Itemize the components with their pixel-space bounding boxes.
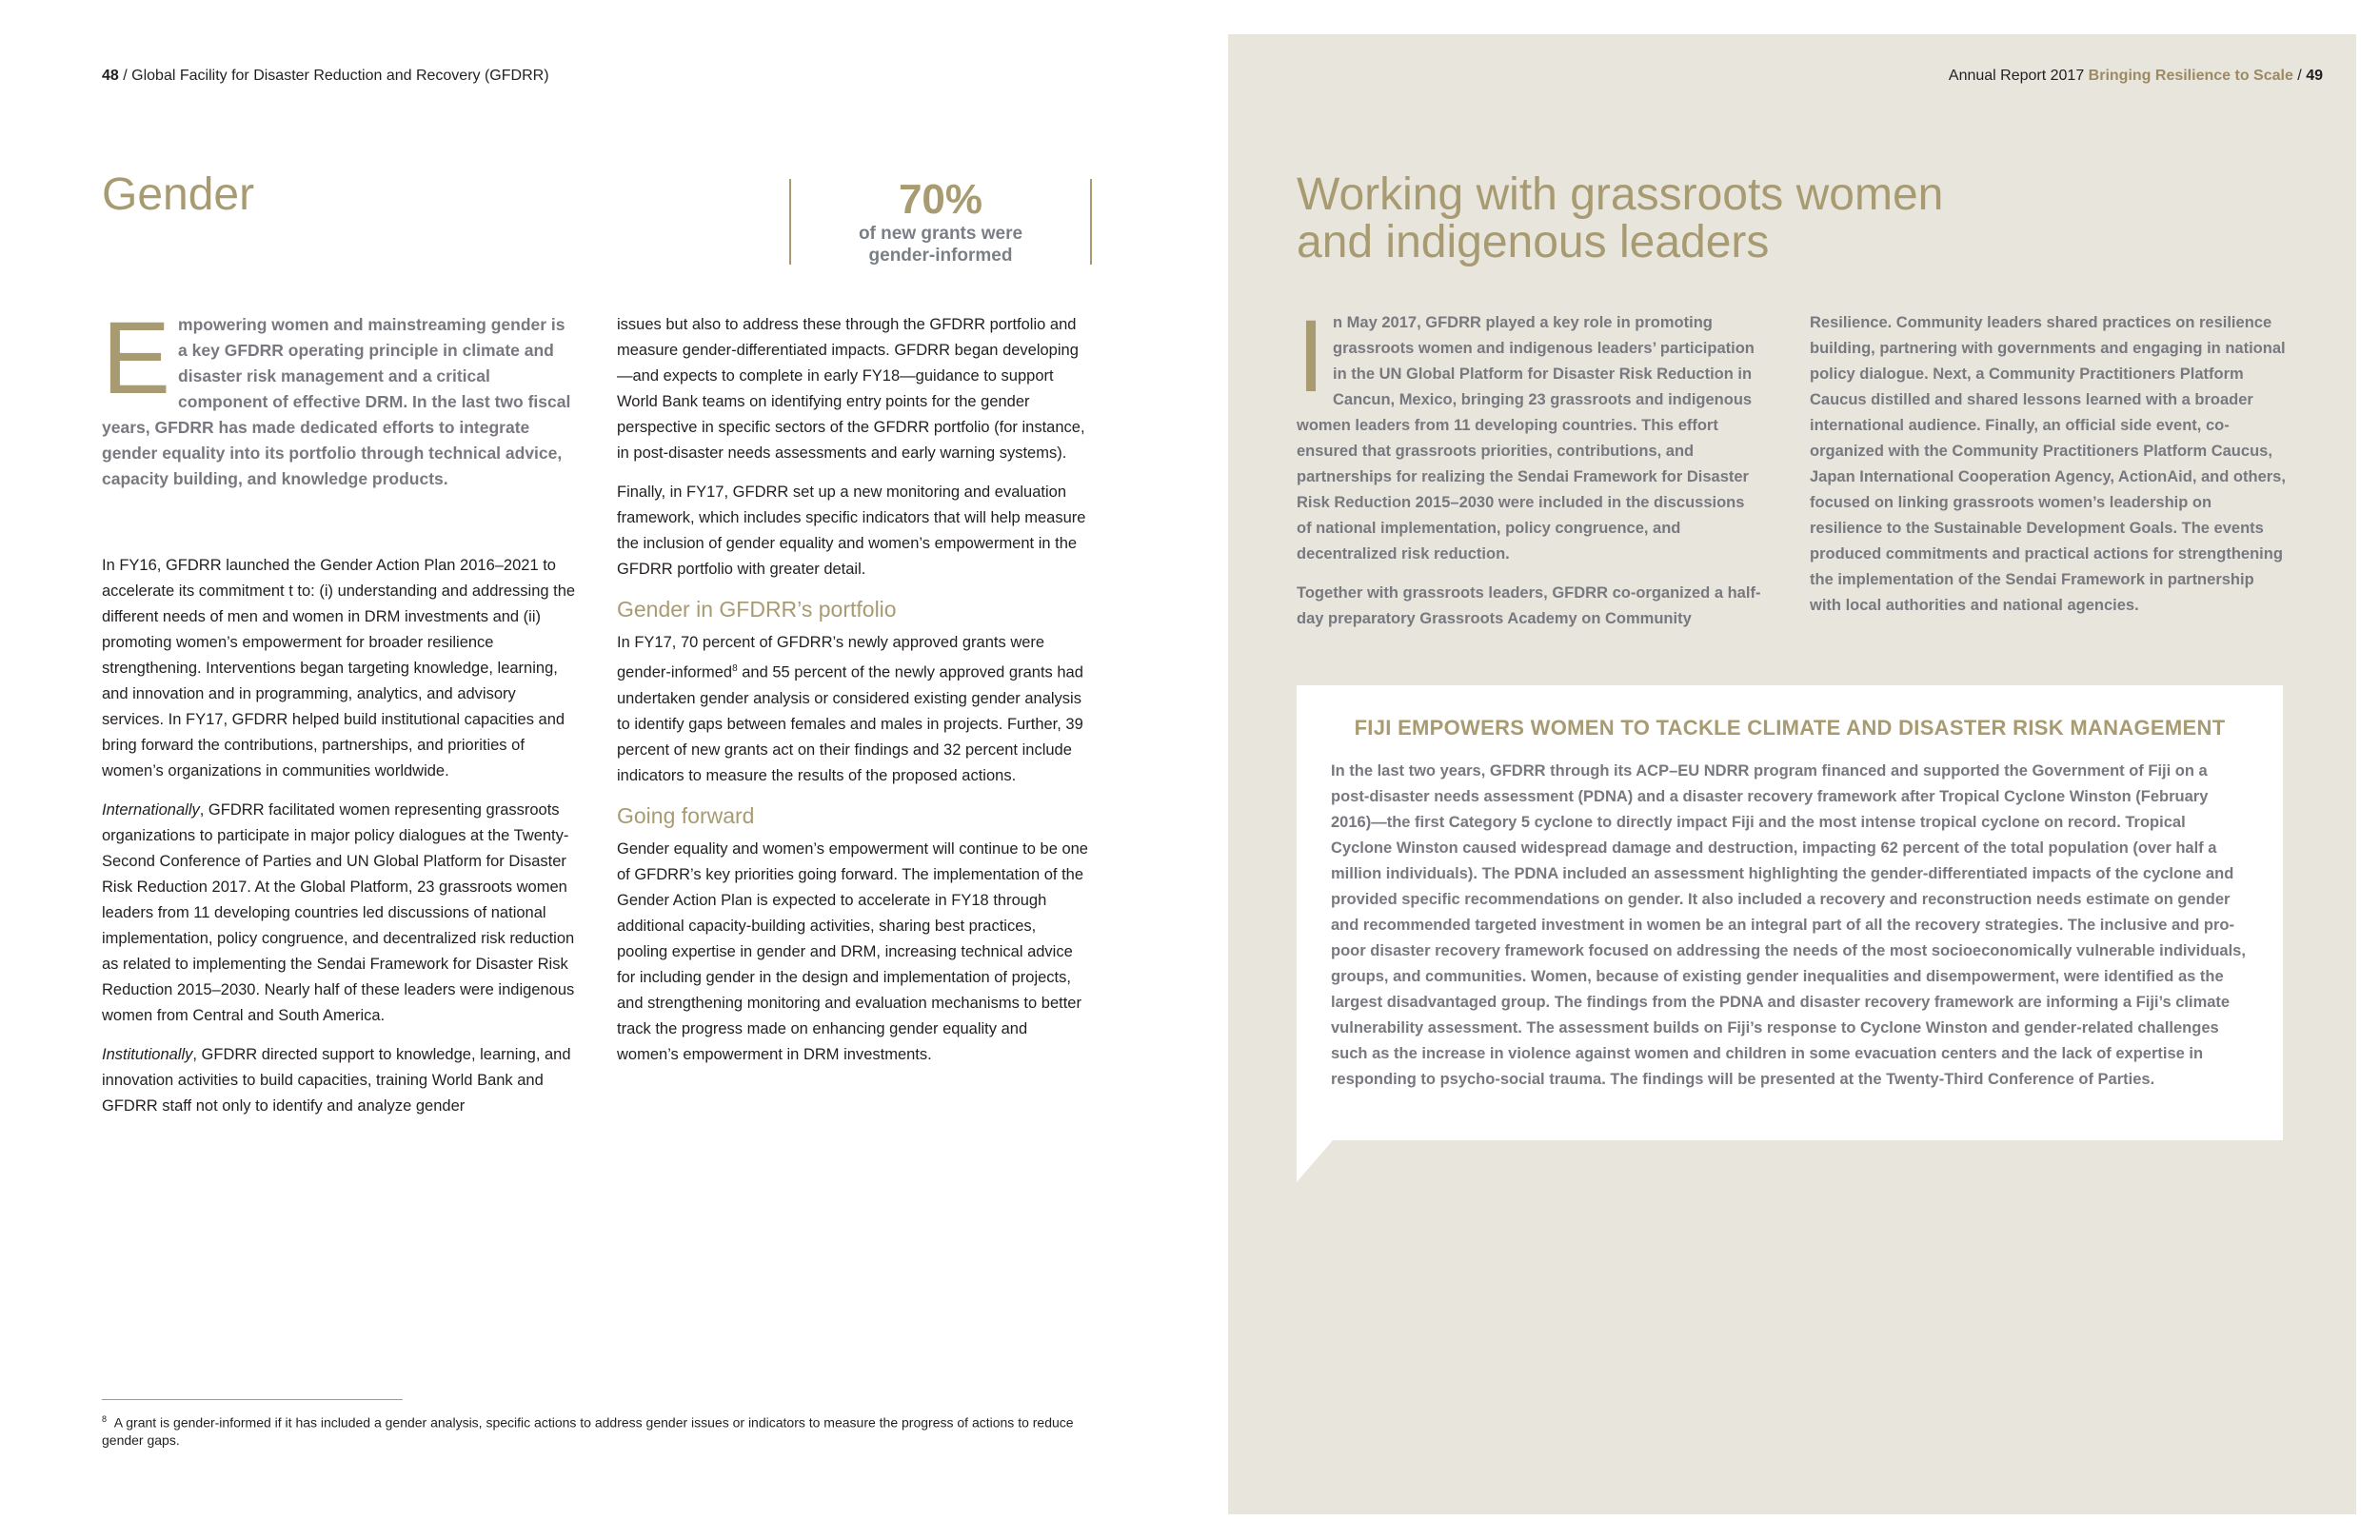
italic-lead-in: Internationally: [102, 801, 200, 819]
middle-column: [617, 312, 1091, 1081]
subheading-going-forward: Going forward: [617, 802, 755, 828]
stat-caption-line: gender-informed: [868, 246, 1013, 266]
left-header-title: Global Facility for Disaster Reduction and Recovery (GFDRR): [131, 68, 549, 84]
paragraph-text: , GFDRR facilitated women representing grassroots organizations to participate in major policy dialogues at the Twenty-Second Conference of Parties and UN Global Platform for Disaster Risk Reduction 2017. At the Global Platform, 23 grassroots women leaders from 11 developing countries led discussions of national implementation, policy congruence, and decentralized risk reduction as related to implementing the Sendai Framework for Disaster Risk Reduction 2015–2030. Nearly half of these leaders were indigenous women from Central and South America.: [102, 801, 575, 1024]
footnote-divider: [102, 1399, 403, 1400]
right-header-subtitle: Bringing Resilience to Scale: [2088, 68, 2293, 84]
left-column: [102, 300, 578, 1133]
left-running-header: [102, 68, 549, 85]
title-line: Working with grassroots women: [1297, 169, 1944, 220]
header-separator: /: [2297, 68, 2302, 84]
footnote-text: A grant is gender-informed if it has included a gender analysis, specific actions to address gender issues or indicators to measure the progress of actions to reduce gender gaps.: [102, 1414, 1074, 1448]
paragraph-text: n May 2017, GFDRR played a key role in promoting grassroots women and indigenous leaders’ participation in the UN Global Platform for Disaster Risk Reduction in Cancun, Mexico, bringing 23 grassroots and indigenous women leaders from 11 developing countries. This effort ensured that grassroots priorities, contributions, and partnerships for realizing the Sendai Framework for Disaster Risk Reduction 2015–2030 were included in the discussions of national implementation, policy congruence, and decentralized risk reduction.: [1297, 314, 1755, 563]
drop-cap: I: [1297, 298, 1326, 413]
stat-number: 70%: [898, 176, 983, 223]
right-page-number: 49: [2306, 68, 2323, 84]
paragraph: Gender equality and women’s empowerment will continue to be one of GFDRR’s key priorities going forward. The implementation of the Gender Action Plan is expected to accelerate in FY18 through additional capacity-building activities, sharing best practices, pooling expertise in gender and DRM, increasing technical advice for including gender in the design and implementation of projects, and strengthening monitoring and evaluation mechanisms to better track the progress made on enhancing gender equality and women’s empowerment in DRM investments.: [617, 839, 1088, 1063]
right-column-2: [1810, 310, 2286, 632]
footnote-reference: 8: [732, 663, 738, 674]
italic-lead-in: Institutionally: [102, 1046, 193, 1063]
paragraph: [617, 630, 1091, 789]
right-page-title: [1297, 171, 1943, 267]
case-study-box-tail: [1297, 1140, 1333, 1182]
drop-cap: E: [102, 300, 171, 415]
case-study-title: FIJI EMPOWERS WOMEN TO TACKLE CLIMATE AND DISASTER RISK MANAGEMENT: [1354, 716, 2226, 740]
paragraph-text: In FY17, 70 percent of GFDRR’s newly approved grants were gender-informed: [617, 634, 1045, 681]
paragraph: Together with grassroots leaders, GFDRR co-organized a half-day preparatory Grassroots Academy on Community: [1297, 584, 1761, 627]
header-separator: /: [123, 68, 128, 84]
right-header-report: Annual Report 2017: [1948, 68, 2085, 84]
paragraph: [102, 798, 578, 1029]
paragraph: Finally, in FY17, GFDRR set up a new monitoring and evaluation framework, which includes specific indicators that will help measure the inclusion of gender equality and women’s empowerment in the GFDRR portfolio with greater detail.: [617, 484, 1086, 578]
lead-paragraph: [102, 300, 578, 492]
paragraph: issues but also to address these through the GFDRR portfolio and measure gender-differentiated impacts. GFDRR began developing—and expects to complete in early FY18—guidance to support World Bank teams on identifying entry points for the gender perspective in specific sectors of the GFDRR portfolio (for instance, in post-disaster needs assessments and early warning systems).: [617, 316, 1085, 462]
paragraph-text: and 55 percent of the newly approved grants had undertaken gender analysis or considered existing gender analysis to identify gaps between females and males in projects. Further, 39 percent of new grants act on their findings and 32 percent include indicators to measure the results of the proposed actions.: [617, 663, 1083, 784]
paragraph: [102, 1042, 578, 1119]
right-running-header: [1949, 68, 2323, 85]
stat-caption-line: of new grants were: [858, 224, 1023, 244]
stat-callout: [789, 176, 1092, 266]
left-page-number: 48: [102, 68, 119, 84]
page-title: Gender: [102, 169, 255, 220]
lead-text: mpowering women and mainstreaming gender is a key GFDRR operating principle in climate and disaster risk management and a critical component of effective DRM. In the last two fiscal years, GFDRR has made dedicated efforts to integrate gender equality into its portfolio through technical advice, capacity building, and knowledge products.: [102, 315, 571, 488]
footnote-mark: 8: [102, 1414, 108, 1424]
subheading-portfolio: Gender in GFDRR’s portfolio: [617, 597, 897, 622]
right-column-1: [1297, 298, 1763, 645]
title-line: and indigenous leaders: [1297, 217, 1770, 267]
stat-caption: [791, 223, 1090, 267]
case-study-text: In the last two years, GFDRR through its ACP–EU NDRR program financed and supported the Government of Fiji on a post-disaster needs assessment (PDNA) and a disaster recovery framework after Tropical Cyclone Winston (February 2016)—the first Category 5 cyclone to directly impact Fiji and the most intense tropical cyclone on record. Tropical Cyclone Winston caused widespread damage and destruction, impacting 62 percent of the total population (over half a million individuals). The PDNA included an assessment highlighting the gender-differentiated impacts of the cyclone and provided specific recommendations on gender. It also included a recovery and reconstruction needs estimate on gender and recommended targeted investment in women be an integral part of all the recovery strategies. The inclusive and pro-poor disaster recovery framework focused on addressing the needs of the most socioeconomically vulnerable individuals, groups, and communities. Women, because of existing gender inequalities and disempowerment, were identified as the largest disadvantaged group. The findings from the PDNA and disaster recovery framework are informing a Fiji’s climate vulnerability assessment. The assessment builds on Fiji’s response to Cyclone Winston and gender-related challenges such as the increase in violence against women and children in some evacuation centers and the lack of expertise in responding to psycho-social trauma. The findings will be presented at the Twenty-Third Conference of Parties.: [1331, 762, 2246, 1088]
paragraph: Resilience. Community leaders shared practices on resilience building, partnering with governments and engaging in national policy dialogue. Next, a Community Practitioners Platform Caucus distilled and shared lessons learned with a broader international audience. Finally, an official side event, co-organized with the Community Practitioners Platform Caucus, Japan International Cooperation Agency, ActionAid, and others, focused on linking grassroots women’s leadership on resilience to the Sustainable Development Goals. The events produced commitments and practical actions for strengthening the implementation of the Sendai Framework in partnership with local authorities and national agencies.: [1810, 314, 2286, 614]
footnote: [102, 1411, 1092, 1449]
paragraph-text: , GFDRR directed support to knowledge, learning, and innovation activities to build capacities, training World Bank and GFDRR staff not only to identify and analyze gender: [102, 1046, 571, 1115]
paragraph: In FY16, GFDRR launched the Gender Action Plan 2016–2021 to accelerate its commitment t to: (i) understanding and addressing the different needs of men and women in DRM investments and (ii) promoting women’s empowerment for broader resilience strengthening. Interventions began targeting knowledge, learning, and innovation and in programming, analytics, and advisory services. In FY17, GFDRR helped build institutional capacities and bring forward the contributions, partnerships, and priorities of women’s organizations in communities worldwide.: [102, 557, 576, 780]
paragraph: [1297, 298, 1763, 567]
left-body: [102, 553, 578, 1119]
